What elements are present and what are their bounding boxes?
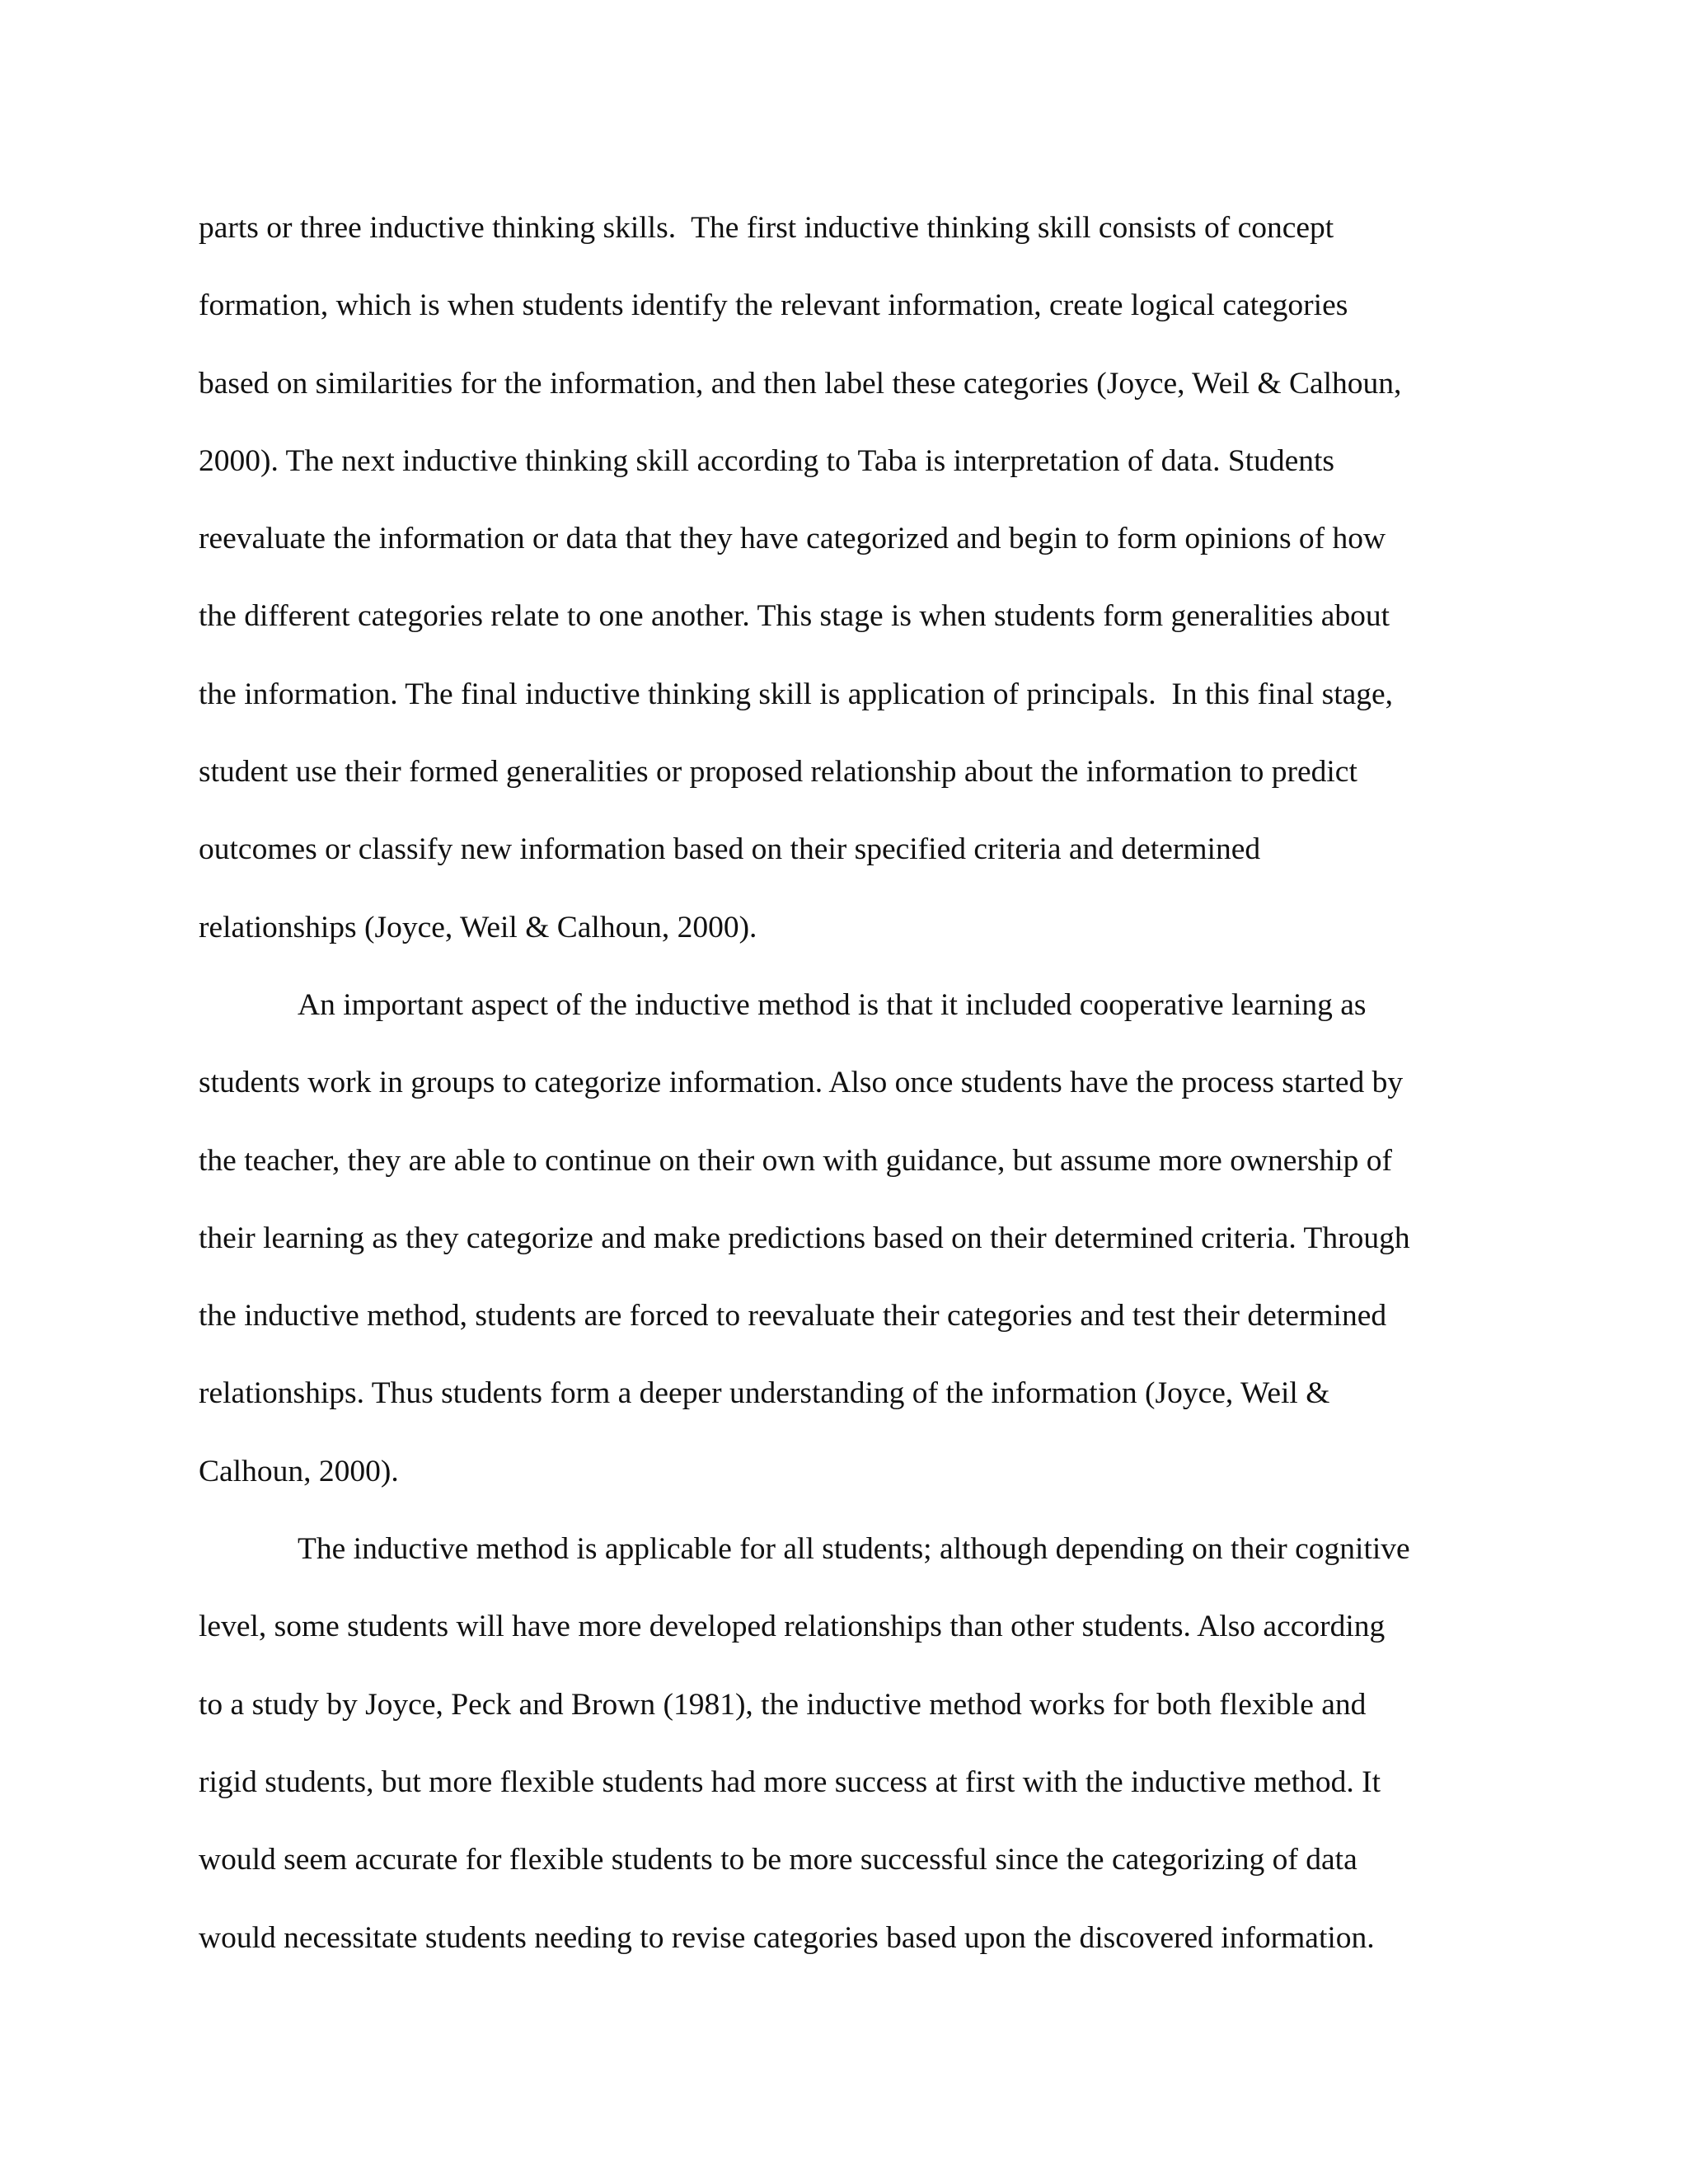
text-line: 2000). The next inductive thinking skill according to Taba is interpretation of data. Students [199,443,1334,478]
text-line-indented: The inductive method is applicable for all students; although depending on their cognitive [298,1532,1410,1567]
text-line: would necessitate students needing to revise categories based upon the discovered information. [199,1920,1375,1955]
text-line: the teacher, they are able to continue on their own with guidance, but assume more ownership of [199,1143,1393,1178]
paragraph-1 [199,190,1517,967]
text-line: their learning as they categorize and make predictions based on their determined criteria. Through [199,1221,1410,1255]
text-line: the inductive method, students are forced to reevaluate their categories and test their determined [199,1299,1387,1333]
text-line: the different categories relate to one another. This stage is when students form generalities about [199,599,1390,634]
text-line: the information. The final inductive thinking skill is application of principals. In this final stage, [199,677,1394,711]
text-line: relationships. Thus students form a deeper understanding of the information (Joyce, Weil & [199,1376,1330,1411]
paragraph-3 [199,1511,1517,1977]
text-line: Calhoun, 2000). [199,1454,399,1488]
paragraph-2 [199,967,1517,1511]
text-line: students work in groups to categorize information. Also once students have the process started by [199,1066,1404,1100]
text-line: parts or three inductive thinking skills. The first inductive thinking skill consists of concept [199,211,1334,245]
text-line: student use their formed generalities or proposed relationship about the information to predict [199,755,1357,790]
text-line: based on similarities for the information, and then label these categories (Joyce, Weil & Calhoun, [199,366,1402,401]
text-line: reevaluate the information or data that they have categorized and begin to form opinions of how [199,522,1386,556]
text-line: to a study by Joyce, Peck and Brown (1981), the inductive method works for both flexible and [199,1687,1367,1722]
text-line: relationships (Joyce, Weil & Calhoun, 2000). [199,910,757,944]
text-line: rigid students, but more flexible students had more success at first with the inductive method. It [199,1765,1381,1799]
text-line: level, some students will have more developed relationships than other students. Also according [199,1610,1386,1644]
text-line: would seem accurate for flexible students to be more successful since the categorizing of data [199,1843,1357,1877]
body-text [199,190,1517,1977]
text-line: formation, which is when students identify the relevant information, create logical categories [199,288,1348,323]
text-line: outcomes or classify new information based on their specified criteria and determined [199,832,1261,867]
text-line-indented: An important aspect of the inductive method is that it included cooperative learning as [298,987,1367,1022]
